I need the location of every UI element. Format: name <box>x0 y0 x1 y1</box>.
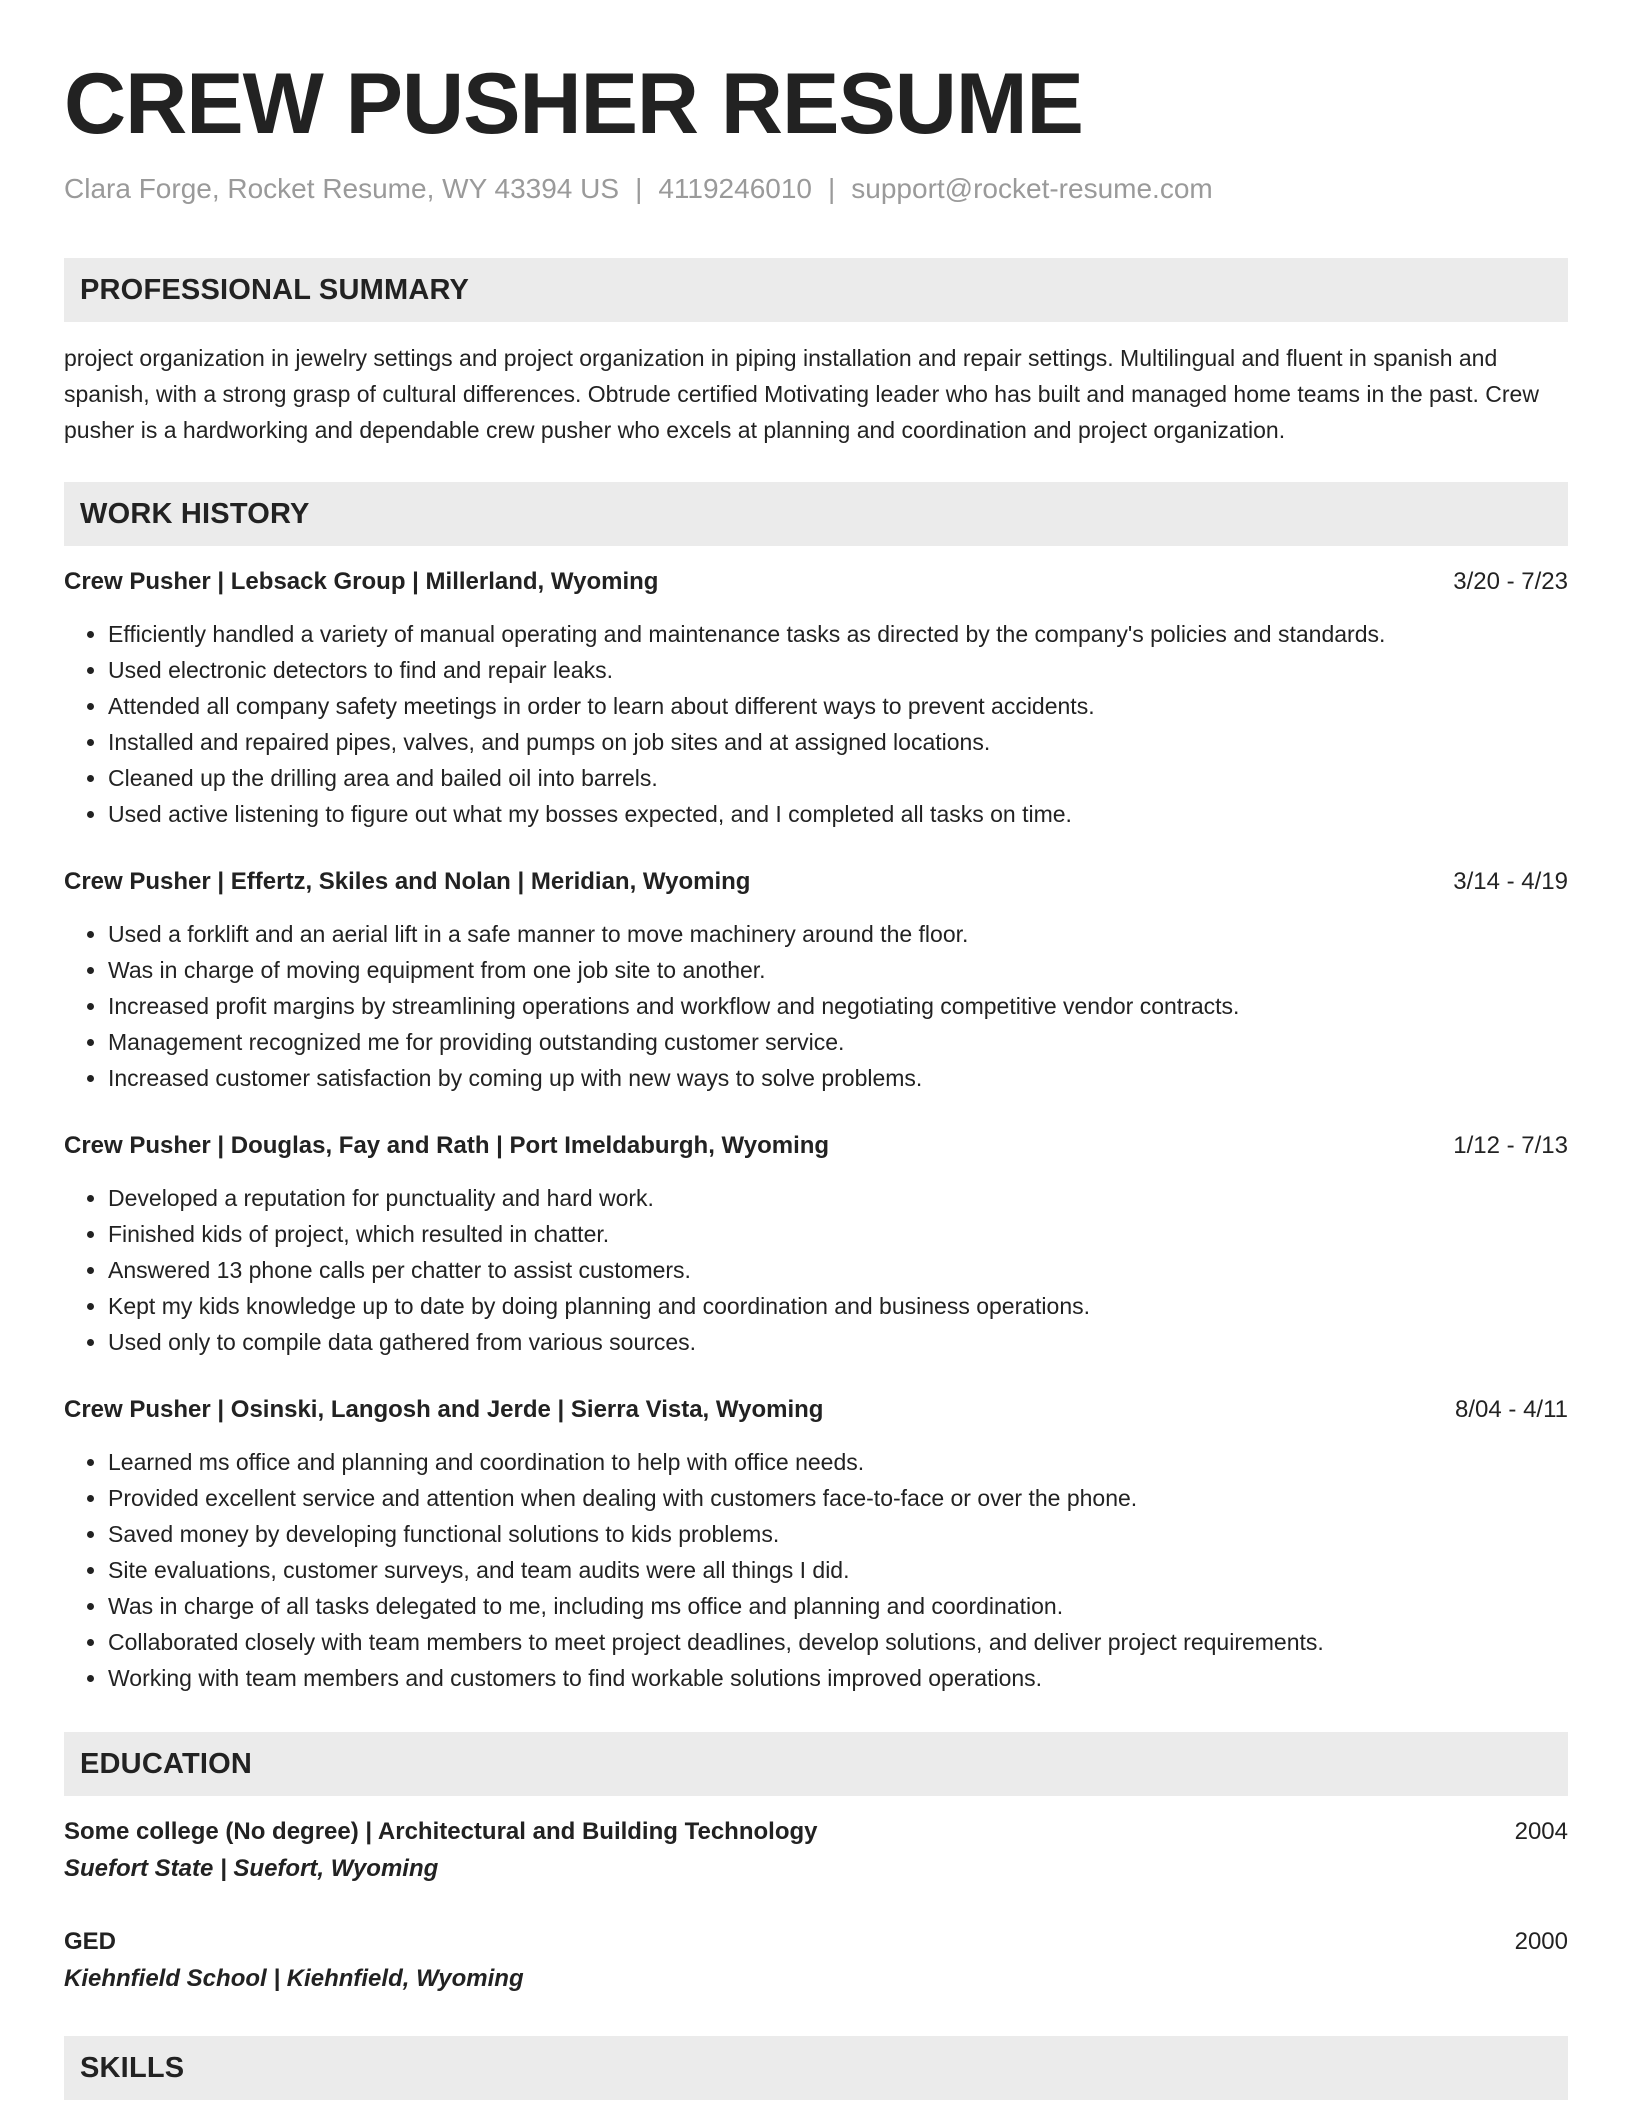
education-school: Kiehnfield School | Kiehnfield, Wyoming <box>64 1965 524 1992</box>
section-heading-work-history: WORK HISTORY <box>64 482 1568 546</box>
job-bullet: • Developed a reputation for punctuality and hard work. <box>108 1180 1568 1216</box>
job-bullet: • Increased profit margins by streamlining operations and workflow and negotiating competitive vendor contracts. <box>108 988 1568 1024</box>
section-heading-summary: PROFESSIONAL SUMMARY <box>64 258 1568 322</box>
job-dates: 1/12 - 7/13 <box>1453 1132 1568 1159</box>
job-bullet: • Used only to compile data gathered from various sources. <box>108 1324 1568 1360</box>
job-dates: 3/14 - 4/19 <box>1453 868 1568 895</box>
job-bullet: • Used active listening to figure out what my bosses expected, and I completed all tasks on time. <box>108 796 1568 832</box>
job-bullet: • Attended all company safety meetings in order to learn about different ways to prevent accidents. <box>108 688 1568 724</box>
education-degree: GED <box>64 1928 117 1955</box>
job-header <box>64 564 1568 600</box>
job-title: Crew Pusher | Osinski, Langosh and Jerde | Sierra Vista, Wyoming <box>64 1396 824 1423</box>
job-bullet: • Management recognized me for providing outstanding customer service. <box>108 1024 1568 1060</box>
job-title: Crew Pusher | Lebsack Group | Millerland, Wyoming <box>64 568 659 595</box>
job-bullet: • Site evaluations, customer surveys, and team audits were all things I did. <box>108 1552 1568 1588</box>
job-bullet: • Answered 13 phone calls per chatter to assist customers. <box>108 1252 1568 1288</box>
resume-title: CREW PUSHER RESUME <box>64 56 1083 152</box>
job-bullet: • Efficiently handled a variety of manual operating and maintenance tasks as directed by the company's policies and standards. <box>108 616 1568 652</box>
job-bullets <box>64 1180 1568 1360</box>
job-entry <box>64 1128 1568 1360</box>
job-entry <box>64 564 1568 832</box>
job-bullet: • Collaborated closely with team members to meet project deadlines, develop solutions, and deliver project requirements. <box>108 1624 1568 1660</box>
job-header <box>64 864 1568 900</box>
job-bullet: • Was in charge of moving equipment from one job site to another. <box>108 952 1568 988</box>
job-bullet: • Used a forklift and an aerial lift in a safe manner to move machinery around the floor. <box>108 916 1568 952</box>
job-bullet: • Saved money by developing functional solutions to kids problems. <box>108 1516 1568 1552</box>
job-bullet: • Finished kids of project, which resulted in chatter. <box>108 1216 1568 1252</box>
job-title: Crew Pusher | Douglas, Fay and Rath | Port Imeldaburgh, Wyoming <box>64 1132 830 1159</box>
job-bullet: • Increased customer satisfaction by coming up with new ways to solve problems. <box>108 1060 1568 1096</box>
job-bullet: • Kept my kids knowledge up to date by doing planning and coordination and business operations. <box>108 1288 1568 1324</box>
section-heading-education: EDUCATION <box>64 1732 1568 1796</box>
job-dates: 8/04 - 4/11 <box>1455 1396 1568 1423</box>
contact-address: Clara Forge, Rocket Resume, WY 43394 US <box>64 173 620 204</box>
education-year: 2004 <box>1514 1818 1568 1845</box>
job-bullet: • Was in charge of all tasks delegated to me, including ms office and planning and coordination. <box>108 1588 1568 1624</box>
job-entry <box>64 1392 1568 1696</box>
job-bullet: • Used electronic detectors to find and repair leaks. <box>108 652 1568 688</box>
job-bullets <box>64 1444 1568 1696</box>
job-entry <box>64 864 1568 1096</box>
contact-separator: | <box>828 173 836 204</box>
education-degree: Some college (No degree) | Architectural and Building Technology <box>64 1818 818 1845</box>
job-bullet: • Learned ms office and planning and coordination to help with office needs. <box>108 1444 1568 1480</box>
education-entry <box>64 1814 1568 1888</box>
education-header <box>64 1814 1568 1850</box>
job-bullet: • Working with team members and customers to find workable solutions improved operations. <box>108 1660 1568 1696</box>
job-bullets <box>64 916 1568 1096</box>
job-bullets <box>64 616 1568 832</box>
job-bullet: • Provided excellent service and attention when dealing with customers face-to-face or over the phone. <box>108 1480 1568 1516</box>
contact-separator: | <box>635 173 643 204</box>
contact-phone: 4119246010 <box>658 173 812 204</box>
job-header <box>64 1128 1568 1164</box>
section-heading-skills: SKILLS <box>64 2036 1568 2100</box>
summary-text: project organization in jewelry settings and project organization in piping installation and repair settings. Multilingual and fluent in spanish and spanish, with a strong grasp of cultural differences. Obtrude certified Motivating leader who has built and managed home teams in the past. Crew pusher is a hardworking and dependable crew pusher who excels at planning and coordination and project organization. <box>64 345 1539 443</box>
job-title: Crew Pusher | Effertz, Skiles and Nolan | Meridian, Wyoming <box>64 868 751 895</box>
job-dates: 3/20 - 7/23 <box>1453 568 1568 595</box>
education-entry <box>64 1924 1568 1998</box>
job-bullet: • Cleaned up the drilling area and bailed oil into barrels. <box>108 760 1568 796</box>
education-school: Suefort State | Suefort, Wyoming <box>64 1855 439 1882</box>
education-header <box>64 1924 1568 1960</box>
education-year: 2000 <box>1514 1928 1568 1955</box>
contact-line <box>64 172 1568 206</box>
job-bullet: • Installed and repaired pipes, valves, and pumps on job sites and at assigned locations. <box>108 724 1568 760</box>
job-header <box>64 1392 1568 1428</box>
contact-email[interactable]: support@rocket-resume.com <box>851 173 1213 204</box>
